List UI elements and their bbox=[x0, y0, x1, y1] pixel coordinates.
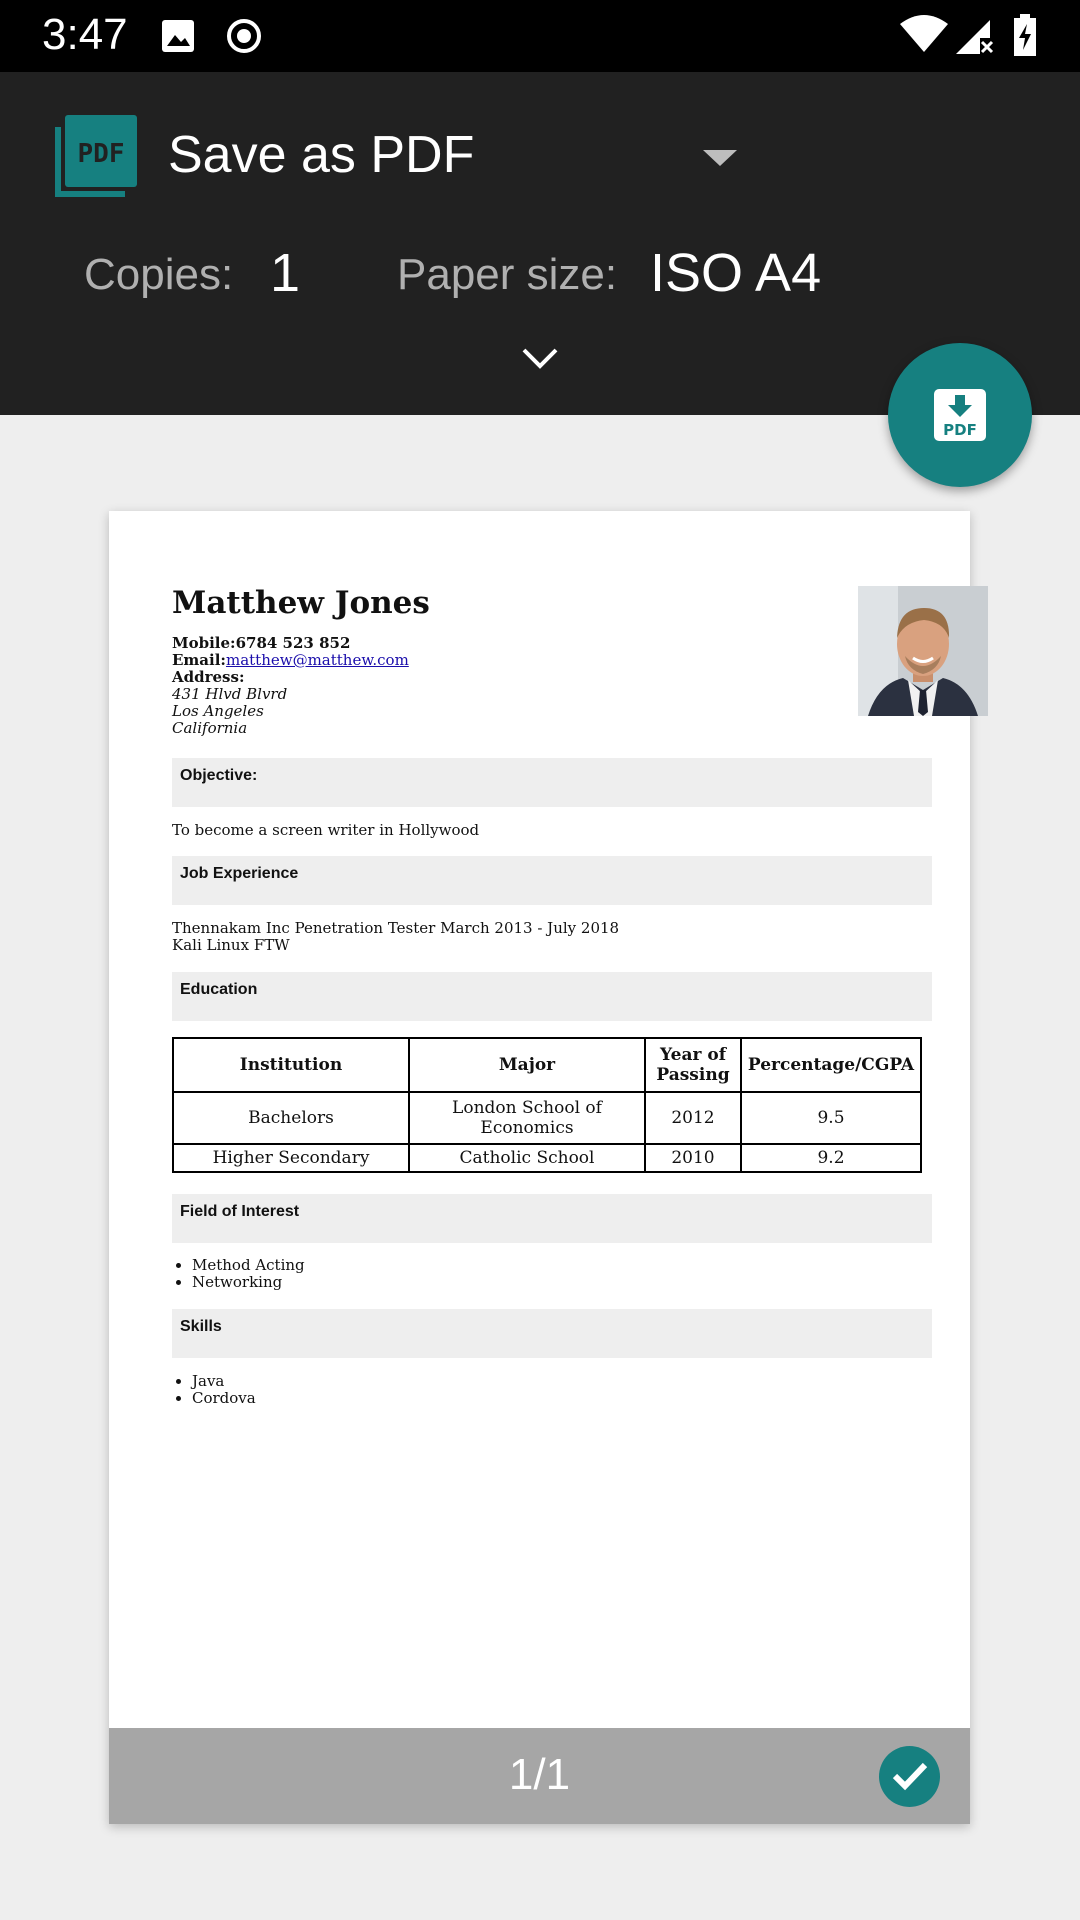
status-bar bbox=[0, 0, 1080, 72]
objective-text: To become a screen writer in Hollywood bbox=[172, 821, 480, 839]
skills-list bbox=[172, 1373, 256, 1407]
copies-label: Copies: bbox=[84, 250, 234, 299]
list-item: • Method Acting bbox=[192, 1257, 305, 1274]
email-label: Email: bbox=[172, 651, 226, 669]
objective-header: Objective: bbox=[172, 758, 932, 807]
copies-input[interactable]: 1 bbox=[270, 243, 301, 303]
table-cell: 2010 bbox=[645, 1144, 741, 1172]
table-cell: London School of Economics bbox=[409, 1092, 645, 1144]
job-line: Kali Linux FTW bbox=[172, 936, 290, 954]
list-item: • Cordova bbox=[192, 1390, 256, 1407]
list-item: • Networking bbox=[192, 1274, 305, 1291]
address-line: 431 Hlvd Blvrd bbox=[172, 685, 288, 703]
table-cell: Higher Secondary bbox=[173, 1144, 409, 1172]
email-link[interactable]: matthew@matthew.com bbox=[225, 651, 409, 669]
table-header-cell: Year of Passing bbox=[645, 1038, 741, 1092]
table-header-cell: Major bbox=[409, 1038, 645, 1092]
paper-size-label: Paper size: bbox=[397, 250, 618, 299]
table-header-cell: Institution bbox=[173, 1038, 409, 1092]
interest-list bbox=[172, 1257, 305, 1291]
table-cell: Catholic School bbox=[409, 1144, 645, 1172]
battery-charging-icon bbox=[1012, 14, 1038, 61]
chevron-down-icon[interactable] bbox=[520, 346, 560, 377]
education-header: Education bbox=[172, 972, 932, 1021]
address-line: California bbox=[172, 719, 248, 737]
field-of-interest-header: Field of Interest bbox=[172, 1194, 932, 1243]
contact-info bbox=[172, 635, 409, 737]
skills-header: Skills bbox=[172, 1309, 932, 1358]
address-label: Address: bbox=[172, 668, 245, 686]
check-icon bbox=[892, 1761, 928, 1791]
mobile-number: 6784 523 852 bbox=[235, 634, 351, 652]
page-preview[interactable] bbox=[109, 511, 970, 1824]
page-select-checkbox[interactable] bbox=[879, 1746, 940, 1807]
job-line: Thennakam Inc Penetration Tester March 2013 - July 2018 bbox=[172, 919, 620, 937]
table-header-row bbox=[173, 1038, 921, 1092]
education-table bbox=[172, 1037, 922, 1173]
table-row bbox=[173, 1092, 921, 1144]
table-header-cell: Percentage/CGPA bbox=[741, 1038, 921, 1092]
profile-photo bbox=[858, 586, 988, 716]
mobile-label: Mobile: bbox=[172, 634, 236, 652]
svg-text:PDF: PDF bbox=[77, 139, 125, 169]
table-cell: Bachelors bbox=[173, 1092, 409, 1144]
page-number: 1/1 bbox=[508, 1750, 571, 1799]
page-selector-bar bbox=[109, 1728, 970, 1824]
list-item: • Java bbox=[192, 1373, 256, 1390]
job-experience-header: Job Experience bbox=[172, 856, 932, 905]
table-row bbox=[173, 1144, 921, 1172]
dropdown-arrow-icon[interactable] bbox=[703, 150, 737, 166]
paper-size-select[interactable]: ISO A4 bbox=[650, 243, 822, 303]
job-experience-text bbox=[172, 920, 619, 954]
record-icon bbox=[226, 18, 262, 59]
svg-text:PDF: PDF bbox=[943, 421, 977, 439]
pdf-download-icon bbox=[932, 387, 988, 443]
save-pdf-button[interactable] bbox=[888, 343, 1032, 487]
address-line: Los Angeles bbox=[172, 702, 264, 720]
resume-name: Matthew Jones bbox=[172, 585, 430, 621]
table-cell: 2012 bbox=[645, 1092, 741, 1144]
status-time: 3:47 bbox=[42, 10, 128, 59]
table-cell: 9.5 bbox=[741, 1092, 921, 1144]
destination-select[interactable]: Save as PDF bbox=[168, 126, 475, 184]
wifi-icon bbox=[898, 14, 950, 59]
table-cell: 9.2 bbox=[741, 1144, 921, 1172]
signal-off-icon bbox=[954, 16, 994, 61]
pdf-icon bbox=[55, 115, 137, 202]
image-icon bbox=[160, 18, 196, 59]
